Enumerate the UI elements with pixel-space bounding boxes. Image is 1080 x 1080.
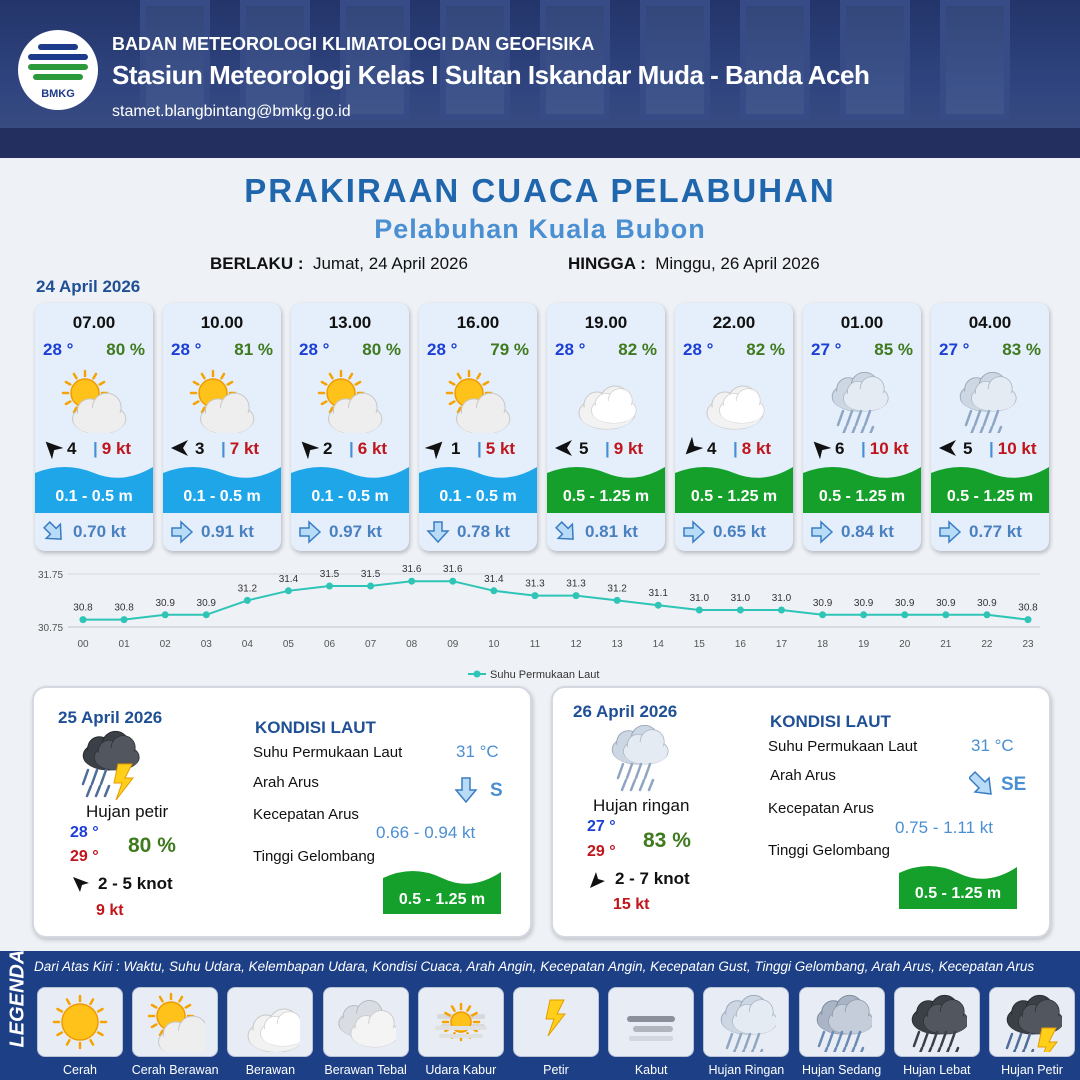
slot-wave-height: 0.5 - 1.25 m [562, 488, 650, 505]
data-point [244, 597, 251, 604]
day3-current-dir-label: Arah Arus [770, 767, 836, 784]
day3-sst-label: Suhu Permukaan Laut [768, 738, 918, 755]
data-label: 31.3 [525, 578, 545, 590]
station-email[interactable]: stamet.blangbintang@bmkg.go.id [112, 103, 351, 120]
forecast-card [675, 303, 793, 551]
x-tick-label: 08 [406, 639, 418, 650]
day3-wave-label: Tinggi Gelombang [768, 842, 891, 859]
data-point [778, 607, 785, 614]
slot-humidity: 83 % [1002, 340, 1041, 359]
cerah-berawan-icon [443, 369, 515, 433]
data-point [655, 602, 662, 609]
hujan-petir-icon [78, 728, 160, 800]
current-arrow-icon [553, 519, 579, 545]
day2-current-speed: 0.66 - 0.94 kt [376, 823, 476, 842]
station-name: Stasiun Meteorologi Kelas I Sultan Iskandar Muda - Banda Aceh [112, 60, 870, 90]
x-tick-label: 01 [118, 639, 130, 650]
data-label: 30.9 [895, 597, 915, 609]
legend-label: Udara Kabur [425, 1063, 497, 1077]
y-tick-label: 31.75 [38, 570, 64, 581]
data-point [531, 592, 538, 599]
berawan-icon [699, 369, 771, 433]
legend-label: Hujan Sedang [801, 1063, 882, 1077]
x-tick-label: 11 [529, 639, 541, 650]
berawan-icon [240, 992, 300, 1052]
legend-label: Berawan [245, 1063, 296, 1077]
legend-series-name: Suhu Permukaan Laut [490, 669, 600, 681]
x-tick-label: 15 [693, 639, 705, 650]
day3-temp-max: 29 ° [587, 843, 616, 860]
current-arrow-icon [425, 519, 451, 545]
data-point [367, 583, 374, 590]
slot-time: 07.00 [72, 313, 116, 332]
day3-temp-min: 27 ° [587, 818, 616, 835]
legend-item [37, 987, 123, 1075]
legend-label: Cerah [62, 1063, 98, 1077]
wind-arrow-icon [41, 437, 63, 459]
legend-item [513, 987, 599, 1075]
hujan-lebat-icon [907, 992, 967, 1052]
data-point [326, 583, 333, 590]
slot-temp: 28 ° [427, 340, 458, 359]
x-tick-label: 20 [899, 639, 911, 650]
day3-sea-title: KONDISI LAUT [770, 712, 891, 731]
slot-current-speed: 0.81 kt [585, 522, 638, 541]
data-point [490, 587, 497, 594]
data-label: 31.3 [566, 578, 586, 590]
current-arrow-icon [297, 519, 323, 545]
forecast-card [291, 303, 409, 551]
data-label: 31.2 [607, 583, 627, 595]
day2-sst-label: Suhu Permukaan Laut [253, 744, 403, 761]
x-tick-label: 21 [940, 639, 952, 650]
day3-gust: 15 kt [613, 896, 650, 913]
data-label: 31.4 [484, 573, 504, 585]
slot-wind-speed: 1 [451, 439, 461, 458]
slot-gust: | 5 kt [477, 439, 516, 458]
wind-arrow-icon [809, 437, 831, 459]
forecast-card [931, 303, 1049, 551]
slot-wave-height: 0.5 - 1.25 m [690, 488, 778, 505]
legend-label: Petir [543, 1063, 569, 1077]
x-tick-label: 12 [570, 639, 582, 650]
udara-kabur-icon [431, 992, 491, 1052]
cerah-berawan-icon [145, 992, 205, 1052]
data-label: 30.8 [73, 602, 93, 614]
slot-wind-speed: 3 [195, 439, 205, 458]
slot-wind-speed: 5 [579, 439, 589, 458]
cerah-berawan-icon [59, 369, 131, 433]
data-point [80, 616, 87, 623]
day2-gust: 9 kt [96, 902, 124, 919]
slot-wind-speed: 4 [707, 439, 717, 458]
day3-wind: 2 - 7 knot [615, 869, 690, 888]
slot-wave-height: 0.1 - 0.5 m [439, 488, 517, 505]
berawan-icon [571, 369, 643, 433]
slot-humidity: 85 % [874, 340, 913, 359]
slot-gust: | 10 kt [861, 439, 909, 458]
slot-current-speed: 0.65 kt [713, 522, 766, 541]
cerah-berawan-icon [315, 369, 387, 433]
x-tick-label: 18 [817, 639, 829, 650]
slot-temp: 27 ° [811, 340, 842, 359]
slot-time: 16.00 [456, 313, 500, 332]
legend-label: Kabut [634, 1063, 668, 1077]
slot-wave-height: 0.1 - 0.5 m [183, 488, 261, 505]
slot-wave-height: 0.1 - 0.5 m [311, 488, 389, 505]
agency-name: BADAN METEOROLOGI KLIMATOLOGI DAN GEOFISIKA [112, 34, 595, 54]
slot-time: 19.00 [584, 313, 628, 332]
data-point [1025, 616, 1032, 623]
data-point [449, 578, 456, 585]
data-label: 31.0 [771, 593, 792, 604]
x-tick-label: 06 [323, 639, 336, 650]
data-label: 31.1 [648, 588, 668, 600]
slot-gust: | 9 kt [605, 439, 644, 458]
slot-gust: | 9 kt [93, 439, 132, 458]
data-label: 31.2 [237, 583, 258, 595]
day3-panel [551, 686, 1051, 938]
wind-arrow-icon [937, 437, 959, 459]
slot-temp: 27 ° [939, 340, 970, 359]
data-point [614, 597, 621, 604]
page-title: PRAKIRAAN CUACA PELABUHAN [244, 172, 836, 209]
wind-arrow-icon [425, 437, 447, 459]
x-tick-label: 03 [200, 639, 212, 650]
day2-current-speed-label: Kecepatan Arus [253, 806, 359, 823]
slot-current-speed: 0.77 kt [969, 522, 1022, 541]
slot-gust: | 8 kt [733, 439, 772, 458]
day3-humidity: 83 % [643, 829, 691, 852]
legend-swatch-dot [474, 671, 481, 678]
legend-item [418, 987, 504, 1075]
data-point [901, 611, 908, 618]
petir-icon [526, 992, 586, 1052]
slot-wind-speed: 2 [323, 439, 333, 458]
data-label: 30.9 [155, 597, 175, 609]
slot-humidity: 80 % [362, 340, 401, 359]
forecast-card [419, 303, 537, 551]
day3-sst: 31 °C [971, 736, 1014, 755]
slot-current-speed: 0.91 kt [201, 522, 254, 541]
legend-item [608, 987, 694, 1075]
current-arrow-icon [454, 776, 478, 804]
slot-time: 10.00 [200, 313, 244, 332]
berawan-tebal-icon [336, 992, 396, 1052]
x-tick-label: 07 [365, 639, 377, 650]
slot-wind-speed: 4 [67, 439, 77, 458]
x-tick-label: 23 [1022, 639, 1034, 650]
slot-temp: 28 ° [555, 340, 586, 359]
slot-time: 22.00 [712, 313, 756, 332]
slot-gust: | 6 kt [349, 439, 388, 458]
current-arrow-icon [681, 519, 707, 545]
data-point [819, 611, 826, 618]
data-label: 30.9 [196, 597, 216, 609]
current-arrow-icon [809, 519, 835, 545]
wind-arrow-icon [169, 437, 191, 459]
x-tick-label: 10 [488, 639, 500, 650]
legend-label: Berawan Tebal [324, 1063, 407, 1077]
hujan-ringan-icon [955, 369, 1027, 433]
legend-label: Hujan Lebat [903, 1063, 971, 1077]
slot-temp: 28 ° [43, 340, 74, 359]
data-label: 31.0 [730, 593, 751, 604]
slot-wind-speed: 6 [835, 439, 845, 458]
slot-humidity: 82 % [746, 340, 785, 359]
day3-current-dir: SE [1001, 774, 1027, 795]
slot-current-speed: 0.70 kt [73, 522, 126, 541]
forecast-card [547, 303, 665, 551]
data-label: 31.4 [278, 573, 299, 585]
slot-time: 01.00 [840, 313, 884, 332]
wind-arrow-icon [70, 874, 92, 896]
x-tick-label: 09 [447, 639, 459, 650]
day3-condition: Hujan ringan [593, 796, 690, 815]
data-point [285, 587, 292, 594]
day2-panel [32, 686, 532, 938]
cerah-icon [50, 992, 110, 1052]
data-label: 31.5 [360, 569, 381, 580]
current-arrow-icon [169, 519, 195, 545]
slot-wave-height: 0.1 - 0.5 m [55, 488, 133, 505]
slot-humidity: 82 % [618, 340, 657, 359]
header-banner [0, 0, 1080, 158]
day2-sea-title: KONDISI LAUT [255, 718, 376, 737]
wind-arrow-icon [681, 437, 703, 459]
data-point [737, 607, 744, 614]
day2-temp-max: 29 ° [70, 848, 99, 865]
x-tick-label: 04 [241, 639, 253, 650]
day3-current-speed: 0.75 - 1.11 kt [895, 818, 993, 837]
legend-item [132, 987, 218, 1075]
day2-humidity: 80 % [128, 834, 176, 857]
data-label: 30.9 [853, 597, 874, 609]
wind-arrow-icon [587, 869, 609, 891]
day2-wave: 0.5 - 1.25 m [398, 891, 486, 908]
legend-panel [0, 951, 1080, 1080]
data-point [162, 611, 169, 618]
slot-current-speed: 0.97 kt [329, 522, 382, 541]
data-label: 30.8 [1018, 602, 1038, 614]
day2-sst: 31 °C [456, 742, 499, 761]
legend-description: Dari Atas Kiri : Waktu, Suhu Udara, Kelembapan Udara, Kondisi Cuaca, Arah Angin, Kecepatan Angin, Kecepatan Gust, Tinggi Gelombang, Arah Arus, Kecepatan Arus [34, 959, 1035, 974]
slot-wave-height: 0.5 - 1.25 m [946, 488, 1034, 505]
x-tick-label: 05 [282, 639, 294, 650]
hujan-ringan-icon [716, 992, 776, 1052]
data-label: 31.6 [443, 564, 463, 576]
day3-current-speed-label: Kecepatan Arus [768, 800, 874, 817]
x-tick-label: 22 [981, 639, 993, 650]
day2-current-dir-label: Arah Arus [253, 774, 319, 791]
x-tick-label: 19 [858, 639, 870, 650]
current-arrow-icon [937, 519, 963, 545]
legend-item [703, 987, 789, 1075]
slot-current-speed: 0.78 kt [457, 522, 510, 541]
legend-item [799, 987, 885, 1075]
data-label: 31.6 [401, 564, 422, 576]
data-point [696, 607, 703, 614]
day2-date: 25 April 2026 [58, 708, 163, 727]
day2-wave-label: Tinggi Gelombang [253, 848, 376, 865]
sst-chart [0, 560, 1080, 685]
hujan-ringan-icon [607, 722, 689, 794]
wind-arrow-icon [553, 437, 575, 459]
slot-humidity: 79 % [490, 340, 529, 359]
validity-from: BERLAKU : Jumat, 24 April 2026 [210, 254, 468, 273]
data-point [121, 616, 128, 623]
legend-item [227, 987, 313, 1075]
day2-wind: 2 - 5 knot [98, 874, 173, 893]
slot-wave-height: 0.5 - 1.25 m [818, 488, 906, 505]
forecast-card [163, 303, 281, 551]
wind-arrow-icon [297, 437, 319, 459]
x-tick-label: 17 [775, 639, 788, 650]
data-label: 30.8 [114, 602, 134, 614]
legend-item [323, 987, 409, 1075]
legend-item [989, 987, 1075, 1075]
hujan-petir-icon [1002, 992, 1062, 1052]
legend-title: LEGENDA [6, 949, 29, 1048]
day3-date: 26 April 2026 [573, 702, 678, 721]
data-label: 31.0 [689, 593, 710, 604]
hujan-ringan-icon [827, 369, 899, 433]
legend-label: Cerah Berawan [131, 1063, 219, 1077]
slot-gust: | 10 kt [989, 439, 1037, 458]
page-subtitle: Pelabuhan Kuala Bubon [374, 214, 706, 244]
data-label: 30.9 [977, 597, 997, 609]
validity-to: HINGGA : Minggu, 26 April 2026 [568, 254, 820, 273]
data-point [573, 592, 580, 599]
data-point [983, 611, 990, 618]
data-point [860, 611, 867, 618]
x-tick-label: 16 [734, 639, 746, 650]
day2-condition: Hujan petir [86, 802, 169, 821]
kabut-icon [621, 992, 681, 1052]
day2-temp-min: 28 ° [70, 824, 99, 841]
day1-date: 24 April 2026 [36, 277, 141, 296]
current-arrow-icon [969, 770, 997, 798]
slot-gust: | 7 kt [221, 439, 260, 458]
x-tick-label: 00 [77, 639, 89, 650]
legend-item [894, 987, 980, 1075]
data-point [942, 611, 949, 618]
slot-humidity: 81 % [234, 340, 273, 359]
cerah-berawan-icon [187, 369, 259, 433]
data-point [203, 611, 210, 618]
forecast-card [35, 303, 153, 551]
slot-time: 04.00 [968, 313, 1012, 332]
slot-temp: 28 ° [683, 340, 714, 359]
slot-humidity: 80 % [106, 340, 145, 359]
data-label: 30.9 [812, 597, 833, 609]
hujan-sedang-icon [812, 992, 872, 1052]
data-point [408, 578, 415, 585]
slot-temp: 28 ° [299, 340, 330, 359]
x-tick-label: 14 [652, 639, 664, 650]
slot-wind-speed: 5 [963, 439, 973, 458]
forecast-card [803, 303, 921, 551]
x-tick-label: 13 [611, 639, 623, 650]
legend-label: Hujan Ringan [708, 1063, 785, 1077]
slot-temp: 28 ° [171, 340, 202, 359]
slot-time: 13.00 [328, 313, 372, 332]
bmkg-logo: BMKG [18, 30, 98, 110]
data-label: 31.5 [319, 569, 340, 580]
data-label: 30.9 [936, 597, 956, 609]
x-tick-label: 02 [159, 639, 171, 650]
current-arrow-icon [41, 519, 67, 545]
day3-wave: 0.5 - 1.25 m [914, 885, 1002, 902]
day2-current-dir: S [490, 780, 503, 801]
slot-current-speed: 0.84 kt [841, 522, 894, 541]
legend-label: Hujan Petir [1001, 1063, 1063, 1077]
y-tick-label: 30.75 [38, 623, 64, 634]
